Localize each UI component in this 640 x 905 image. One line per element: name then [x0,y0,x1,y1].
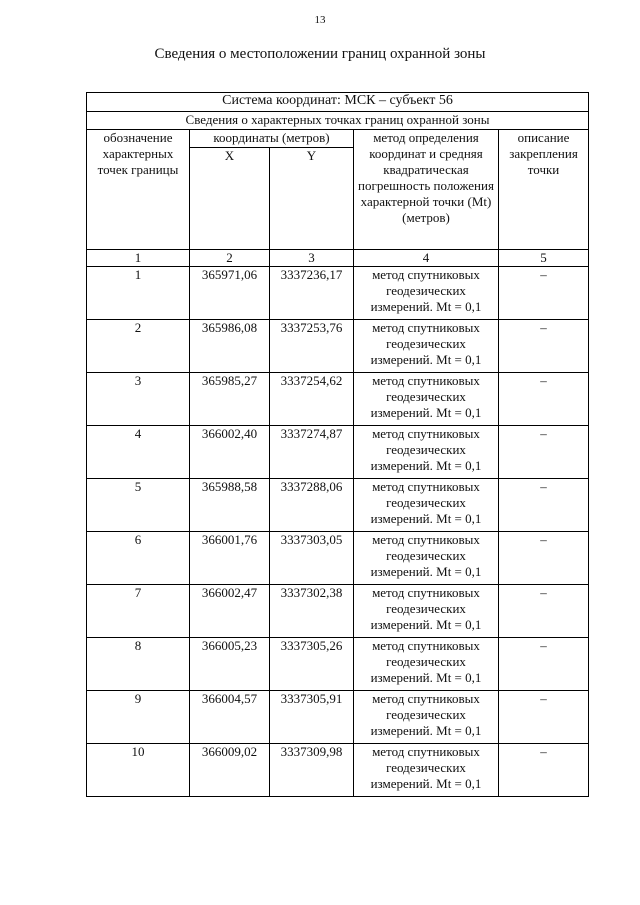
method-cell [354,267,499,320]
method-line: геодезических [386,654,466,669]
method-line: метод спутниковых [372,585,480,600]
header-row [87,130,589,148]
table-row [87,426,589,479]
method-line: метод спутниковых [372,373,480,388]
point-number-cell: 8 [87,638,190,691]
description-cell: – [499,373,589,426]
method-line: измерений. Mt = 0,1 [370,776,482,791]
y-coordinate-cell: 3337254,62 [270,373,354,426]
table-row [87,479,589,532]
y-coordinate-cell: 3337236,17 [270,267,354,320]
y-coordinate-cell: 3337309,98 [270,744,354,797]
x-coordinate-cell: 365988,58 [190,479,270,532]
method-line: геодезических [386,442,466,457]
table-row [87,638,589,691]
header-x: X [190,148,270,250]
method-line: измерений. Mt = 0,1 [370,564,482,579]
header-coordinates: координаты (метров) [190,130,354,148]
method-line: метод спутниковых [372,267,480,282]
points-caption: Сведения о характерных точках границ охранной зоны [87,112,589,130]
x-coordinate-cell: 366009,02 [190,744,270,797]
x-coordinate-cell: 366001,76 [190,532,270,585]
method-line: геодезических [386,601,466,616]
description-cell: – [499,267,589,320]
method-cell [354,744,499,797]
header-designation: обозначение характерных точек границы [87,130,190,250]
table-row [87,373,589,426]
page-number: 13 [314,14,326,26]
method-line: измерений. Mt = 0,1 [370,670,482,685]
y-coordinate-cell: 3337274,87 [270,426,354,479]
method-cell [354,426,499,479]
x-coordinate-cell: 366002,40 [190,426,270,479]
header-description: описание закрепления точки [499,130,589,250]
coordinate-system-caption: Система координат: МСК – субъект 56 [87,93,589,112]
method-line: измерений. Mt = 0,1 [370,352,482,367]
x-coordinate-cell: 366005,23 [190,638,270,691]
method-line: измерений. Mt = 0,1 [370,723,482,738]
method-line: геодезических [386,548,466,563]
y-coordinate-cell: 3337302,38 [270,585,354,638]
x-coordinate-cell: 366002,47 [190,585,270,638]
point-number-cell: 4 [87,426,190,479]
method-line: геодезических [386,495,466,510]
description-cell: – [499,479,589,532]
method-line: геодезических [386,389,466,404]
description-cell: – [499,744,589,797]
description-cell: – [499,532,589,585]
y-coordinate-cell: 3337253,76 [270,320,354,373]
method-line: метод спутниковых [372,744,480,759]
method-line: измерений. Mt = 0,1 [370,299,482,314]
header-y: Y [270,148,354,250]
column-number: 3 [270,250,354,267]
table-row [87,744,589,797]
table-row [87,267,589,320]
method-cell [354,691,499,744]
document-title: Сведения о местоположении границ охранной зоны [154,46,486,62]
method-line: измерений. Mt = 0,1 [370,617,482,632]
points-caption-row [87,112,589,130]
point-number-cell: 7 [87,585,190,638]
description-cell: – [499,691,589,744]
method-line: метод спутниковых [372,320,480,335]
method-line: измерений. Mt = 0,1 [370,511,482,526]
y-coordinate-cell: 3337305,91 [270,691,354,744]
method-cell [354,373,499,426]
method-line: метод спутниковых [372,691,480,706]
method-line: метод спутниковых [372,638,480,653]
x-coordinate-cell: 365985,27 [190,373,270,426]
y-coordinate-cell: 3337305,26 [270,638,354,691]
column-number: 1 [87,250,190,267]
table-row [87,585,589,638]
boundary-points-table [86,92,589,797]
point-number-cell: 9 [87,691,190,744]
table-row [87,532,589,585]
point-number-cell: 2 [87,320,190,373]
coordinate-system-row [87,93,589,112]
method-line: измерений. Mt = 0,1 [370,405,482,420]
point-number-cell: 10 [87,744,190,797]
point-number-cell: 5 [87,479,190,532]
method-line: метод спутниковых [372,426,480,441]
header-method: метод определения координат и средняя квадратическая погрешность положения характерной точки (Mt) (метров) [354,130,499,250]
column-number: 4 [354,250,499,267]
method-cell [354,479,499,532]
method-line: геодезических [386,336,466,351]
method-line: метод спутниковых [372,479,480,494]
column-number: 2 [190,250,270,267]
y-coordinate-cell: 3337303,05 [270,532,354,585]
method-cell [354,638,499,691]
x-coordinate-cell: 365986,08 [190,320,270,373]
column-numbers-row [87,250,589,267]
x-coordinate-cell: 365971,06 [190,267,270,320]
point-number-cell: 6 [87,532,190,585]
method-line: геодезических [386,283,466,298]
description-cell: – [499,426,589,479]
description-cell: – [499,638,589,691]
column-number: 5 [499,250,589,267]
method-line: измерений. Mt = 0,1 [370,458,482,473]
y-coordinate-cell: 3337288,06 [270,479,354,532]
point-number-cell: 3 [87,373,190,426]
table-row [87,691,589,744]
method-line: геодезических [386,707,466,722]
method-cell [354,532,499,585]
description-cell: – [499,320,589,373]
method-line: метод спутниковых [372,532,480,547]
table-row [87,320,589,373]
method-cell [354,320,499,373]
method-line: геодезических [386,760,466,775]
point-number-cell: 1 [87,267,190,320]
x-coordinate-cell: 366004,57 [190,691,270,744]
method-cell [354,585,499,638]
description-cell: – [499,585,589,638]
